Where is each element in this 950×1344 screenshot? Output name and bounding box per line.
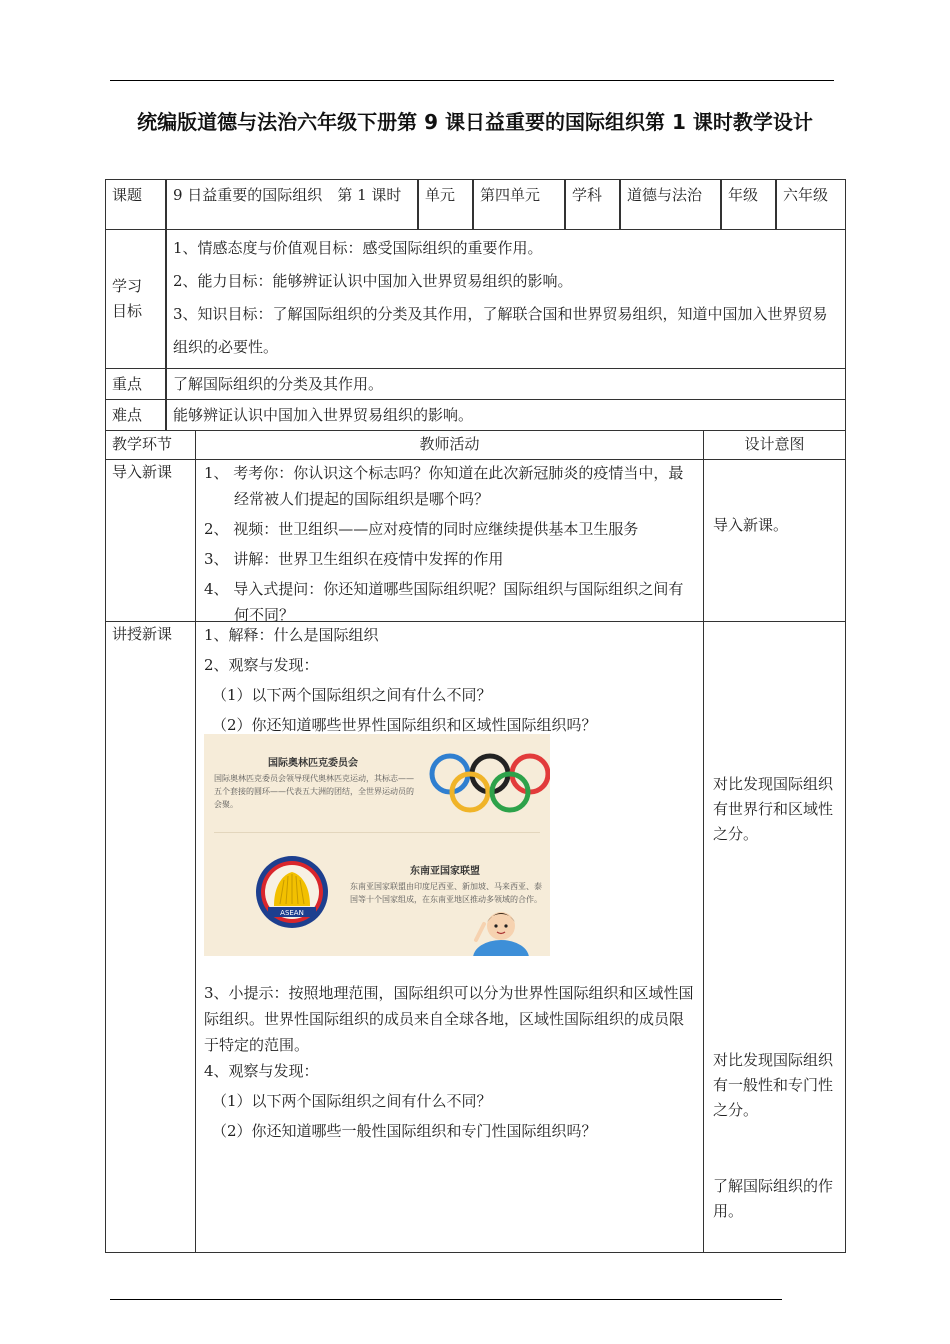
- unit-label: 单元: [418, 179, 473, 230]
- asean-logo-text: ASEAN: [280, 909, 304, 917]
- difficulty-label: 难点: [105, 399, 166, 431]
- header-rule: [110, 80, 834, 81]
- asean-title: 东南亚国家联盟: [410, 866, 480, 877]
- intro-intent-text: 导入新课。: [713, 516, 789, 534]
- grade-label: 年级: [721, 179, 776, 230]
- key-point-value: 了解国际组织的分类及其作用。: [166, 368, 846, 400]
- asean-text: 东南亚国家联盟由印度尼西亚、新加坡、马来西亚、泰国等十个国家组成，在东南亚地区推动多领域的合作。: [350, 882, 542, 904]
- teach-stage: 讲授新课: [105, 621, 196, 1253]
- teach-item-4: 4、观察与发现：: [204, 1062, 319, 1080]
- intro-item: 3、 讲解：世界卫生组织在疫情中发挥的作用: [204, 550, 504, 568]
- teach-item-3: 3、小提示：按照地理范围，国际组织可以分为世界性国际组织和区域性国际组织。世界性国际组织的成员来自全球各地，区域性国际组织的成员限于特定的范围。: [204, 984, 694, 1054]
- teach-intent: [703, 621, 846, 1253]
- subject-value: 道德与法治: [620, 179, 721, 230]
- teach-item-2-sub-2: （2）你还知道哪些世界性国际组织和区域性国际组织吗？: [212, 716, 597, 734]
- footer-rule: [110, 1299, 782, 1300]
- key-point-label: 重点: [105, 368, 166, 400]
- activity-header: 教师活动: [195, 430, 704, 460]
- intro-item: 1、 考考你：你认识这个标志吗？你知道在此次新冠肺炎的疫情当中，最经常被人们提起的国际组织是哪个吗？: [204, 464, 684, 508]
- intro-item: 2、 视频：世卫组织——应对疫情的同时应继续提供基本卫生服务: [204, 520, 639, 538]
- grade-value: 六年级: [776, 179, 846, 230]
- intro-stage: 导入新课: [105, 459, 196, 622]
- figure-divider: [214, 832, 540, 833]
- stage-header: 教学环节: [105, 430, 196, 460]
- teach-item-4-sub-1: （1）以下两个国际组织之间有什么不同？: [212, 1092, 492, 1110]
- objectives-content: [166, 229, 846, 369]
- topic-label: 课题: [105, 179, 166, 230]
- intro-item: 4、 导入式提问：你还知道哪些国际组织呢？国际组织与国际组织之间有何不同？: [204, 580, 684, 624]
- teach-item-1: 1、解释：什么是国际组织: [204, 626, 379, 644]
- intent-header: 设计意图: [703, 430, 846, 460]
- objective-item: 3、知识目标：了解国际组织的分类及其作用，了解联合国和世界贸易组织，知道中国加入世界贸易组织的必要性。: [173, 305, 828, 356]
- topic-value: 9 日益重要的国际组织 第 1 课时: [166, 179, 418, 230]
- difficulty-value: 能够辨证认识中国加入世界贸易组织的影响。: [166, 399, 846, 431]
- subject-label: 学科: [565, 179, 620, 230]
- teach-intent-2: 对比发现国际组织有一般性和专门性之分。: [713, 1051, 834, 1119]
- org-comparison-image: [204, 734, 550, 956]
- intro-intent: [703, 459, 846, 622]
- teach-intent-1: 对比发现国际组织有世界行和区域性之分。: [713, 775, 834, 843]
- objectives-label: [105, 229, 166, 369]
- page-title: 统编版道德与法治六年级下册第 9 课日益重要的国际组织第 1 课时教学设计: [137, 110, 813, 134]
- teach-intent-3: 了解国际组织的作用。: [713, 1177, 834, 1220]
- cartoon-boy-icon: [466, 898, 536, 956]
- teach-item-4-sub-2: （2）你还知道哪些一般性国际组织和专门性国际组织吗？: [212, 1122, 597, 1140]
- teach-item-2: 2、观察与发现：: [204, 656, 319, 674]
- olympic-rings-icon: [426, 750, 550, 814]
- ioc-title: 国际奥林匹克委员会: [268, 758, 358, 769]
- intro-activity: [195, 459, 704, 622]
- teach-item-2-sub-1: （1）以下两个国际组织之间有什么不同？: [212, 686, 492, 704]
- objectives-label-text: 学习目标: [112, 277, 143, 320]
- ioc-text: 国际奥林匹克委员会领导现代奥林匹克运动，其标志——五个套接的圆环——代表五大洲的团结，全世界运动员的会聚。: [214, 774, 414, 809]
- asean-logo-icon: [254, 854, 330, 930]
- objective-item: 1、情感态度与价值观目标：感受国际组织的重要作用。: [173, 239, 543, 257]
- objective-item: 2、能力目标：能够辨证认识中国加入世界贸易组织的影响。: [173, 272, 573, 290]
- unit-value: 第四单元: [473, 179, 565, 230]
